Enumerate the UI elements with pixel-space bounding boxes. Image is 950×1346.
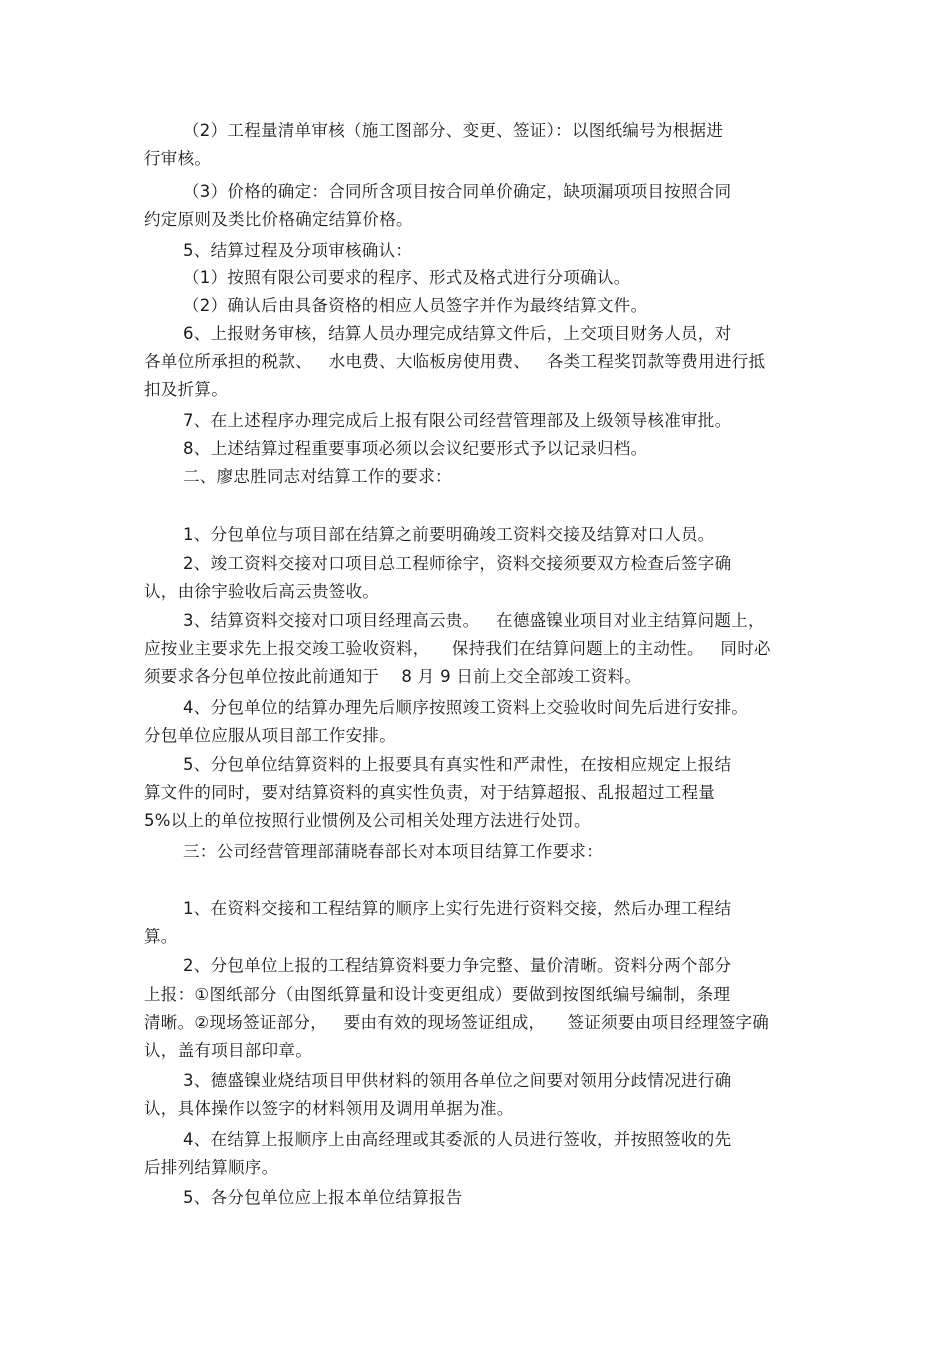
text-line: 算。 [144,927,178,946]
text-line: 算文件的同时，要对结算资料的真实性负责，对于结算超报、乱报超过工程量 [144,783,716,802]
text-line: 须要求各分包单位按此前通知于 8 月 9 日前上交全部竣工资料。 [144,667,642,686]
text-line: （1）按照有限公司要求的程序、形式及格式进行分项确认。 [183,268,631,287]
text-line: 6、上报财务审核，结算人员办理完成结算文件后，上交项目财务人员，对 [183,324,732,343]
text-line: 5、结算过程及分项审核确认： [183,241,413,260]
text-line: 5、各分包单位应上报本单位结算报告 [183,1188,463,1207]
text-line: 2、分包单位上报的工程结算资料要力争完整、量价清晰。资料分两个部分 [183,956,732,975]
text-line: （2）工程量清单审核（施工图部分、变更、签证）：以图纸编号为根据进 [183,121,724,140]
text-line: （3）价格的确定：合同所含项目按合同单价确定，缺项漏项项目按照合同 [183,182,732,201]
text-line: 3、德盛镍业烧结项目甲供材料的领用各单位之间要对领用分歧情况进行确 [183,1071,732,1090]
text-line: 8、上述结算过程重要事项必须以会议纪要形式予以记录归档。 [183,439,648,458]
text-line: 认，具体操作以签字的材料领用及调用单据为准。 [144,1099,514,1118]
text-line: 约定原则及类比价格确定结算价格。 [144,210,413,229]
text-line: 上报：①图纸部分（由图纸算量和设计变更组成）要做到按图纸编号编制，条理 [144,985,731,1004]
text-line: 应按业主要求先上报交竣工验收资料， 保持我们在结算问题上的主动性。 同时必 [144,639,771,658]
text-line: 三：公司经营管理部蒲晓春部长对本项目结算工作要求： [183,842,603,861]
text-line: 扣及折算。 [144,380,228,399]
text-line: 7、在上述程序办理完成后上报有限公司经营管理部及上级领导核准审批。 [183,411,732,430]
text-line: 认，盖有项目部印章。 [144,1041,312,1060]
text-line: 3、结算资料交接对口项目经理高云贵。 在德盛镍业项目对业主结算问题上， [183,611,765,630]
text-line: （2）确认后由具备资格的相应人员签字并作为最终结算文件。 [183,296,648,315]
text-line: 5、分包单位结算资料的上报要具有真实性和严肃性，在按相应规定上报结 [183,755,732,774]
text-line: 1、分包单位与项目部在结算之前要明确竣工资料交接及结算对口人员。 [183,525,715,544]
text-line: 4、分包单位的结算办理先后顺序按照竣工资料上交验收时间先后进行安排。 [183,698,749,717]
text-line: 行审核。 [144,149,212,168]
text-line: 清晰。②现场签证部分， 要由有效的现场签证组成， 签证须要由项目经理签字确 [144,1013,770,1032]
text-line: 分包单位应服从项目部工作安排。 [144,726,396,745]
text-line: 认，由徐宇验收后高云贵签收。 [144,582,380,601]
text-line: 1、在资料交接和工程结算的顺序上实行先进行资料交接，然后办理工程结 [183,899,732,918]
text-line: 各单位所承担的税款、 水电费、大临板房使用费、 各类工程奖罚款等费用进行抵 [144,352,766,371]
text-line: 2、竣工资料交接对口项目总工程师徐宇，资料交接须要双方检查后签字确 [183,554,732,573]
text-line: 后排列结算顺序。 [144,1158,279,1177]
text-line: 5%以上的单位按照行业惯例及公司相关处理方法进行处罚。 [144,811,591,830]
text-line: 4、在结算上报顺序上由高经理或其委派的人员进行签收，并按照签收的先 [183,1130,732,1149]
text-line: 二、廖忠胜同志对结算工作的要求： [183,467,452,486]
